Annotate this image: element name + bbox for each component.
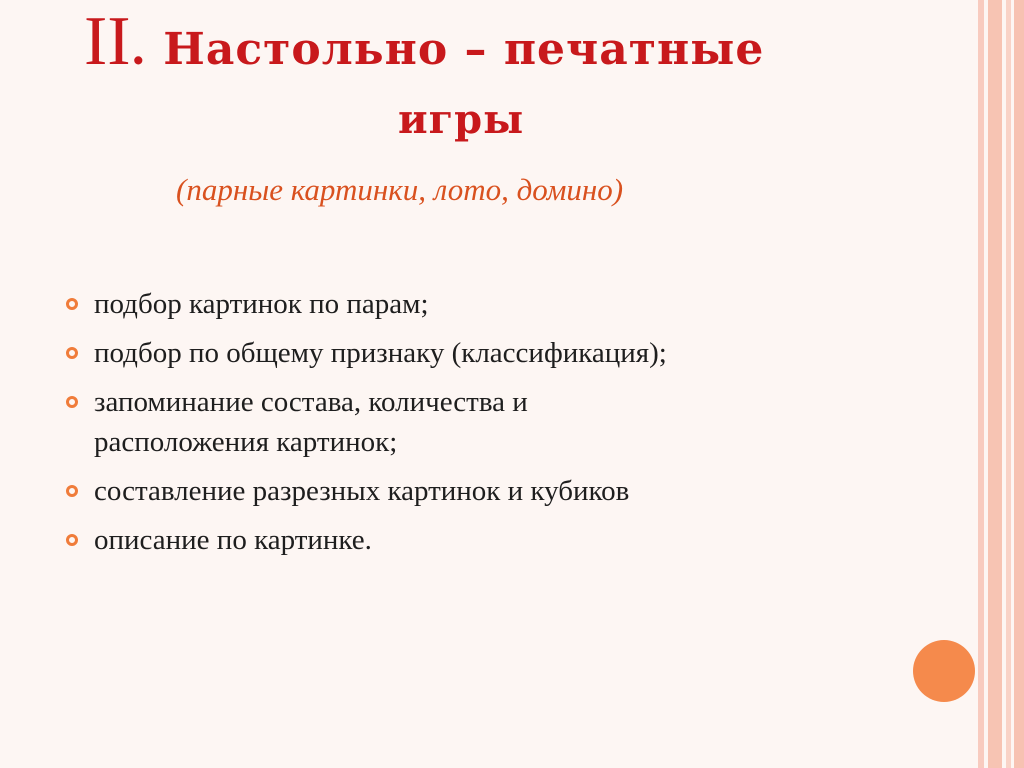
list-item [62, 471, 962, 511]
list-item-text: описание по картинке. [94, 524, 372, 556]
decorative-stripe [1014, 0, 1024, 768]
ring-bullet-icon [66, 298, 78, 310]
slide-title [84, 2, 944, 82]
title-numeral: II [84, 3, 131, 80]
slide-subtitle: (парные картинки, лото, домино) [176, 172, 624, 207]
list-item-text: составление разрезных картинок и кубиков [94, 475, 630, 507]
decorative-stripe [988, 0, 1002, 768]
ring-bullet-icon [66, 347, 78, 359]
list-item-text: подбор по общему признаку (классификация); [94, 337, 667, 369]
slide-title-line2: игры [398, 96, 525, 143]
list-item-text: подбор картинок по парам; [94, 288, 429, 320]
ring-bullet-icon [66, 396, 78, 408]
list-item [62, 520, 962, 560]
list-item-text: запоминание состава, количества и расположения картинок; [94, 386, 528, 458]
bullet-list [62, 284, 962, 569]
title-text: . Настольно – печатные [130, 24, 765, 75]
list-item [62, 382, 962, 462]
ring-bullet-icon [66, 485, 78, 497]
ring-bullet-icon [66, 534, 78, 546]
decorative-circle-icon [913, 640, 975, 702]
decorative-stripe [1006, 0, 1011, 768]
list-item [62, 333, 962, 373]
decorative-stripe [978, 0, 984, 768]
list-item [62, 284, 962, 324]
